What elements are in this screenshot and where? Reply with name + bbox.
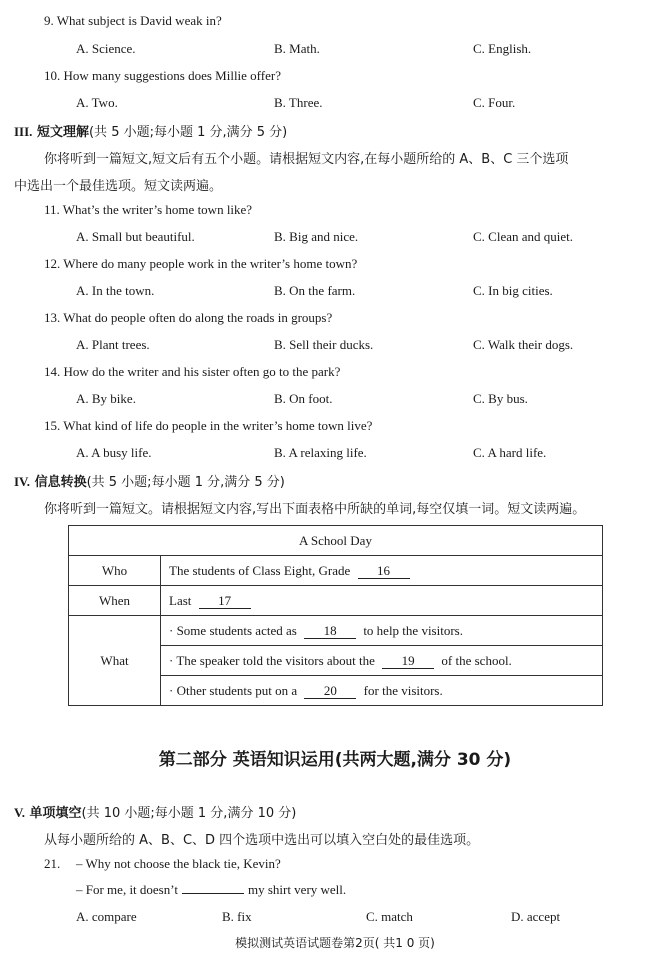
what-3-pre: · Other students put on a xyxy=(169,682,298,698)
section-4-roman: IV. xyxy=(14,474,31,489)
question-14-stem: 14. How do the writer and his sister often go to the park? xyxy=(44,364,341,379)
what-2-pre: · The speaker told the visitors about the xyxy=(169,652,375,668)
section-5-roman: V. xyxy=(14,805,25,820)
table-label-who: Who xyxy=(69,556,161,586)
question-12-option-c: C. In big cities. xyxy=(473,283,553,298)
section-5-title: 单项填空 xyxy=(29,806,82,821)
who-text: The students of Class Eight, Grade xyxy=(169,562,351,578)
question-13-option-c: C. Walk their dogs. xyxy=(473,337,574,352)
question-11-option-c: C. Clean and quiet. xyxy=(473,229,574,244)
question-10-stem: 10. How many suggestions does Millie offer? xyxy=(44,68,281,83)
question-14-option-a: A. By bike. xyxy=(76,391,136,406)
info-table xyxy=(68,525,603,706)
question-12-stem: 12. Where do many people work in the writer’s home town? xyxy=(44,256,358,271)
page-footer: 模拟测试英语试题卷第2页( 共1 0 页) xyxy=(235,936,435,950)
question-15-stem: 15. What kind of life do people in the writer’s home town live? xyxy=(44,418,373,433)
table-cell-what-1 xyxy=(161,616,603,646)
blank-16: 16 xyxy=(358,564,410,579)
question-14-option-b: B. On foot. xyxy=(274,391,333,406)
question-15-option-c: C. A hard life. xyxy=(473,445,547,460)
question-9-option-c: C. English. xyxy=(473,41,532,56)
question-10-option-a: A. Two. xyxy=(76,95,118,110)
what-1-pre: · Some students acted as xyxy=(169,622,297,638)
question-11-option-b: B. Big and nice. xyxy=(274,229,359,244)
question-21-line-2-post: my shirt very well. xyxy=(247,882,347,897)
section-3-roman: III. xyxy=(14,124,33,139)
table-row-who xyxy=(69,556,603,586)
question-10-option-c: C. Four. xyxy=(473,95,516,110)
section-5-heading xyxy=(14,802,296,821)
question-21-option-d: D. accept xyxy=(511,909,561,924)
question-21-line-2 xyxy=(76,882,346,898)
section-5-scoring: (共 10 小题;每小题 1 分,满分 10 分) xyxy=(81,806,297,821)
question-12-option-b: B. On the farm. xyxy=(274,283,356,298)
table-row-when xyxy=(69,586,603,616)
blank-17: 17 xyxy=(199,594,251,609)
question-21-number: 21. xyxy=(44,856,61,871)
question-9-stem: 9. What subject is David weak in? xyxy=(44,13,222,28)
section-3-instruction-2: 中选出一个最佳选项。短文读两遍。 xyxy=(14,179,223,194)
question-21-option-c: C. match xyxy=(366,909,413,924)
section-3-title: 短文理解 xyxy=(36,125,89,140)
table-cell-when xyxy=(161,586,603,616)
question-21-option-a: A. compare xyxy=(76,909,137,924)
what-2-post: of the school. xyxy=(441,652,512,668)
table-cell-who xyxy=(161,556,603,586)
blank-18: 18 xyxy=(304,624,356,639)
section-4-title: 信息转换 xyxy=(34,475,87,490)
answer-blank xyxy=(182,882,244,894)
section-4-scoring: (共 5 小题;每小题 1 分,满分 5 分) xyxy=(86,475,285,490)
what-1-post: to help the visitors. xyxy=(363,622,463,638)
question-15-option-a: A. A busy life. xyxy=(76,445,152,460)
question-9-option-a: A. Science. xyxy=(76,41,136,56)
blank-20: 20 xyxy=(304,684,356,699)
question-13-option-b: B. Sell their ducks. xyxy=(274,337,374,352)
question-13-stem: 13. What do people often do along the roads in groups? xyxy=(44,310,333,325)
question-11-option-a: A. Small but beautiful. xyxy=(76,229,195,244)
table-cell-what-2 xyxy=(161,646,603,676)
question-12-option-a: A. In the town. xyxy=(76,283,155,298)
table-label-when: When xyxy=(69,586,161,616)
table-row-what-1 xyxy=(69,616,603,646)
question-21-option-b: B. fix xyxy=(222,909,252,924)
section-4-heading xyxy=(14,471,285,490)
question-11-stem: 11. What’s the writer’s home town like? xyxy=(44,202,253,217)
question-13-option-a: A. Plant trees. xyxy=(76,337,150,352)
part-2-title: 第二部分 英语知识运用(共两大题,满分 30 分) xyxy=(158,750,512,770)
what-3-post: for the visitors. xyxy=(363,682,443,698)
question-21-line-1: – Why not choose the black tie, Kevin? xyxy=(76,856,281,871)
section-3-heading xyxy=(14,121,287,140)
question-9-option-b: B. Math. xyxy=(274,41,320,56)
section-3-instruction-1: 你将听到一篇短文,短文后有五个小题。请根据短文内容,在每小题所给的 A、B、C 三个选项 xyxy=(44,152,569,167)
question-21-line-2-pre: – For me, it doesn’t xyxy=(76,882,178,897)
question-14-option-c: C. By bus. xyxy=(473,391,528,406)
table-title-row xyxy=(69,526,603,556)
table-title: A School Day xyxy=(69,526,603,556)
table-label-what: What xyxy=(69,616,161,706)
when-text: Last xyxy=(169,592,192,608)
blank-19: 19 xyxy=(382,654,434,669)
section-3-scoring: (共 5 小题;每小题 1 分,满分 5 分) xyxy=(88,125,288,140)
section-4-instruction: 你将听到一篇短文。请根据短文内容,写出下面表格中所缺的单词,每空仅填一词。短文读两遍。 xyxy=(44,502,586,517)
question-10-option-b: B. Three. xyxy=(274,95,323,110)
question-15-option-b: B. A relaxing life. xyxy=(274,445,367,460)
section-5-instruction: 从每小题所给的 A、B、C、D 四个选项中选出可以填入空白处的最佳选项。 xyxy=(44,833,480,848)
table-cell-what-3 xyxy=(161,676,603,706)
